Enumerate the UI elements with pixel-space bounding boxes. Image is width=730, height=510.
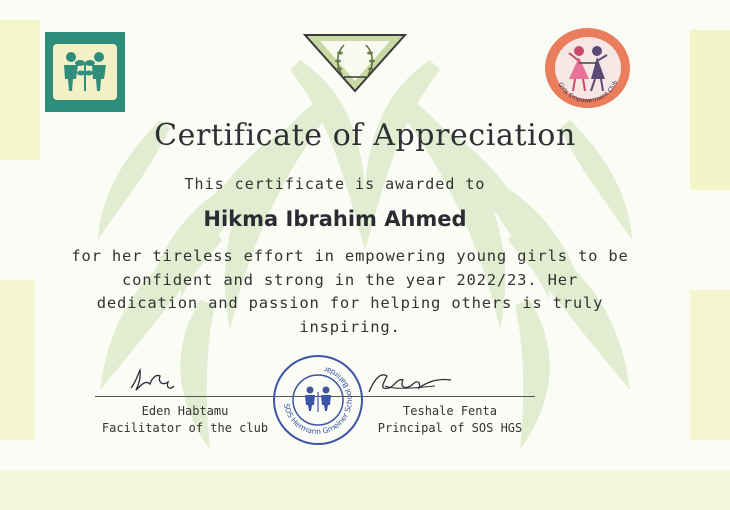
signatory-left-name: Eden Habtamu [141, 404, 229, 418]
girls-club-logo [545, 28, 630, 108]
girls-club-logo-arc-text [545, 28, 630, 108]
children-with-plant-icon [56, 47, 114, 97]
awarded-line: This certificate is awarded to [184, 175, 486, 193]
signatory-right-role: Principal of SOS HGS [377, 421, 523, 435]
sos-childrens-villages-logo [45, 32, 125, 112]
svg-text:Girls Empowerment Club: Girls Empowerment Club [556, 79, 620, 105]
recipient-name: Hikma Ibrahim Ahmed [203, 207, 467, 231]
sos-children-icon [305, 387, 331, 413]
signature-right [365, 368, 455, 398]
certificate-title: Certificate of Appreciation [154, 118, 576, 153]
svg-text:SOS Hermann Gmeiner School Bah: SOS Hermann Gmeiner School Bahirdar [281, 364, 354, 437]
official-stamp [270, 352, 366, 448]
appreciation-text: for her tireless effort in empowering young girls to be confident and strong in the year 2022/23. Her dedication and passion for helping others is truly inspiring. [71, 247, 629, 336]
signatory-right-name: Teshale Fenta [403, 404, 497, 418]
signature-left [128, 366, 178, 394]
laurel-crest-logo [300, 33, 410, 93]
signatory-left-role: Facilitator of the club [101, 421, 269, 435]
